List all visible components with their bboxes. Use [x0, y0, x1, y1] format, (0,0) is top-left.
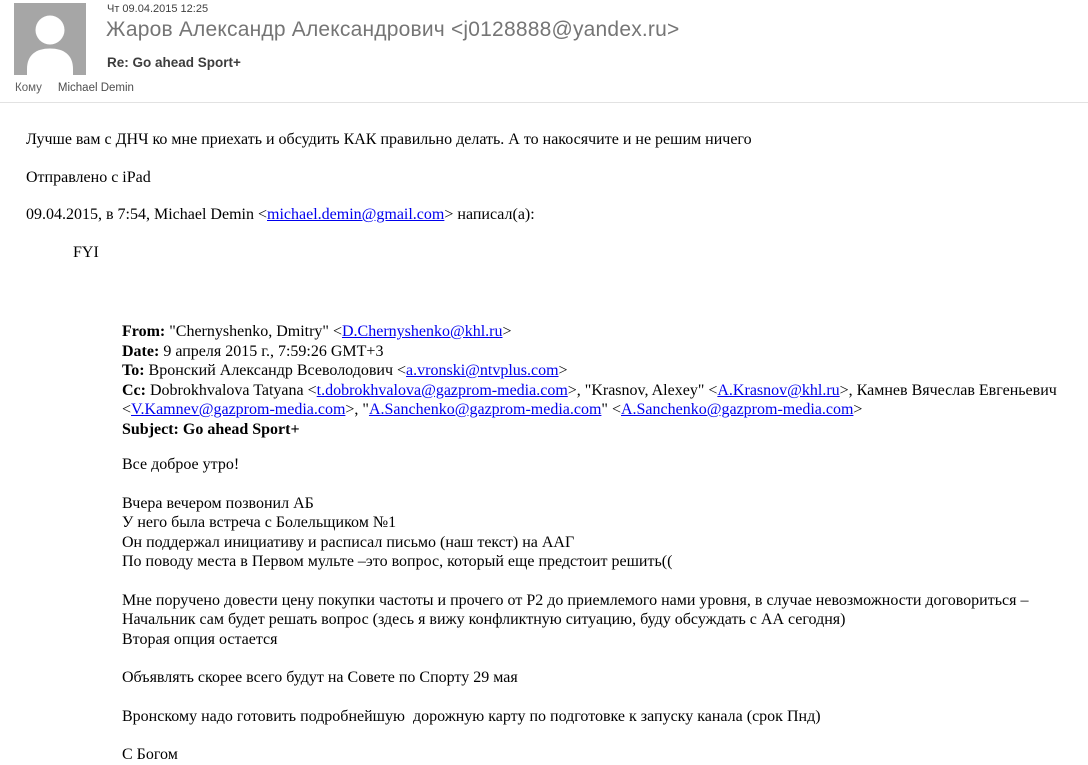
to-text: Вронский Александр Всеволодович <	[144, 362, 407, 379]
quoted-paragraph-roadmap	[122, 707, 1088, 727]
cc-text: " <	[601, 401, 621, 418]
cc-text: <	[122, 401, 132, 418]
email-link-vronski[interactable]: a.vronski@ntvplus.com	[406, 362, 559, 379]
email-link-krasnov[interactable]: A.Krasnov@khl.ru	[717, 381, 840, 399]
cc-text: >, "Krasnov, Alexey" <	[567, 381, 718, 399]
cc-text: >	[853, 401, 863, 418]
quoted-body-line: Он поддержал инициативу и расписал письмо (наш текст) на ААГ	[122, 533, 575, 551]
from-text: "Chernyshenko, Dmitry" <	[165, 323, 342, 340]
cc-text: >, "	[345, 401, 369, 418]
email-link-kamnev[interactable]: V.Kamnev@gazprom-media.com	[131, 401, 346, 418]
quoted-header-from	[122, 322, 1088, 342]
quoted-body-line: Вчера вечером позвонил АБ	[122, 494, 314, 512]
recipient-row	[15, 82, 134, 94]
quoted-paragraph-announce	[122, 668, 1088, 688]
sent-from-signature: Отправлено с iPad	[26, 168, 151, 186]
attribution-prefix: 09.04.2015, в 7:54, Michael Demin <	[26, 206, 267, 223]
from-label: From:	[122, 323, 166, 340]
message-subject: Re: Go ahead Sport+	[107, 55, 241, 70]
quoted-message	[122, 322, 1088, 765]
to-label: Кому	[15, 82, 42, 94]
cc-label: Cc:	[122, 381, 146, 399]
body-paragraph: Лучше вам с ДНЧ ко мне приехать и обсудить КАК правильно делать. А то накосячите и не решим ничего	[26, 131, 752, 148]
sender-avatar-person-icon	[14, 3, 86, 75]
email-link-sanchenko[interactable]: A.Sanchenko@gazprom-media.com	[620, 401, 854, 418]
subject-value: Go ahead Sport+	[178, 420, 300, 438]
attribution-suffix: > написал(а):	[444, 206, 535, 223]
received-timestamp: Чт 09.04.2015 12:25	[107, 3, 209, 15]
quoted-body-line: По поводу места в Первом мульте –это вопрос, который еще предстоит решить((	[122, 553, 673, 570]
to-text-end: >	[558, 362, 568, 379]
quoted-paragraph-signoff	[122, 745, 1088, 765]
email-link-chernyshenko[interactable]: D.Chernyshenko@khl.ru	[341, 323, 503, 340]
quoted-body-line: Объявлять скорее всего будут на Совете по Спорту 29 мая	[122, 669, 518, 686]
to-label: To:	[122, 362, 145, 379]
quoted-header-to	[122, 361, 1088, 381]
quoted-body-line: Вторая опция остается	[122, 630, 278, 648]
subject-label: Subject:	[122, 420, 179, 438]
cc-text: >, Камнев Вячеслав Евгеньевич	[839, 381, 1057, 399]
sender-name[interactable]: Жаров Александр Александрович <j0128888@yandex.ru>	[106, 18, 680, 41]
recipient-name[interactable]: Michael Demin	[57, 82, 134, 94]
email-link-michael-demin[interactable]: michael.demin@gmail.com	[267, 206, 445, 223]
quoted-paragraph-greeting	[122, 455, 1088, 475]
quoted-header-cc-line2	[122, 400, 1088, 420]
quoted-body-line: Начальник сам будет решать вопрос (здесь я вижу конфликтную ситуацию, буду обсуждать с АА сегодня)	[122, 611, 846, 628]
email-link-dobrokhvalova[interactable]: t.dobrokhvalova@gazprom-media.com	[316, 381, 568, 399]
quoted-body-line: Все доброе утро!	[122, 456, 240, 473]
quoted-body-line: С Богом	[122, 746, 178, 763]
fyi-note: FYI	[73, 243, 99, 261]
quoted-header-cc-line1	[122, 381, 1088, 401]
from-text-end: >	[502, 323, 512, 340]
quoted-header-subject	[122, 420, 1088, 440]
quoted-body-line: Мне поручено довести цену покупки частоты и прочего от Р2 до приемлемого нами уровня, в случае невозможности договориться –	[122, 591, 1029, 609]
quoted-paragraph-news	[122, 494, 1088, 572]
date-label: Date:	[122, 342, 160, 360]
email-link-sanchenko-quoted[interactable]: A.Sanchenko@gazprom-media.com	[368, 401, 602, 418]
date-value: 9 апреля 2015 г., 7:59:26 GMT+3	[159, 342, 384, 360]
quoted-body-line: Вронскому надо готовить подробнейшую дорожную карту по подготовке к запуску канала (срок Пнд)	[122, 707, 821, 725]
quoted-headers	[122, 322, 1088, 439]
message-body	[0, 103, 1088, 765]
quoted-body-line: У него была встреча с Болельщиком №1	[122, 514, 397, 531]
message-header	[0, 0, 1088, 103]
quoted-paragraph-task	[122, 591, 1088, 650]
quoted-header-date	[122, 342, 1088, 362]
cc-text: Dobrokhvalova Tatyana <	[145, 381, 317, 399]
quote-attribution	[26, 205, 1088, 225]
